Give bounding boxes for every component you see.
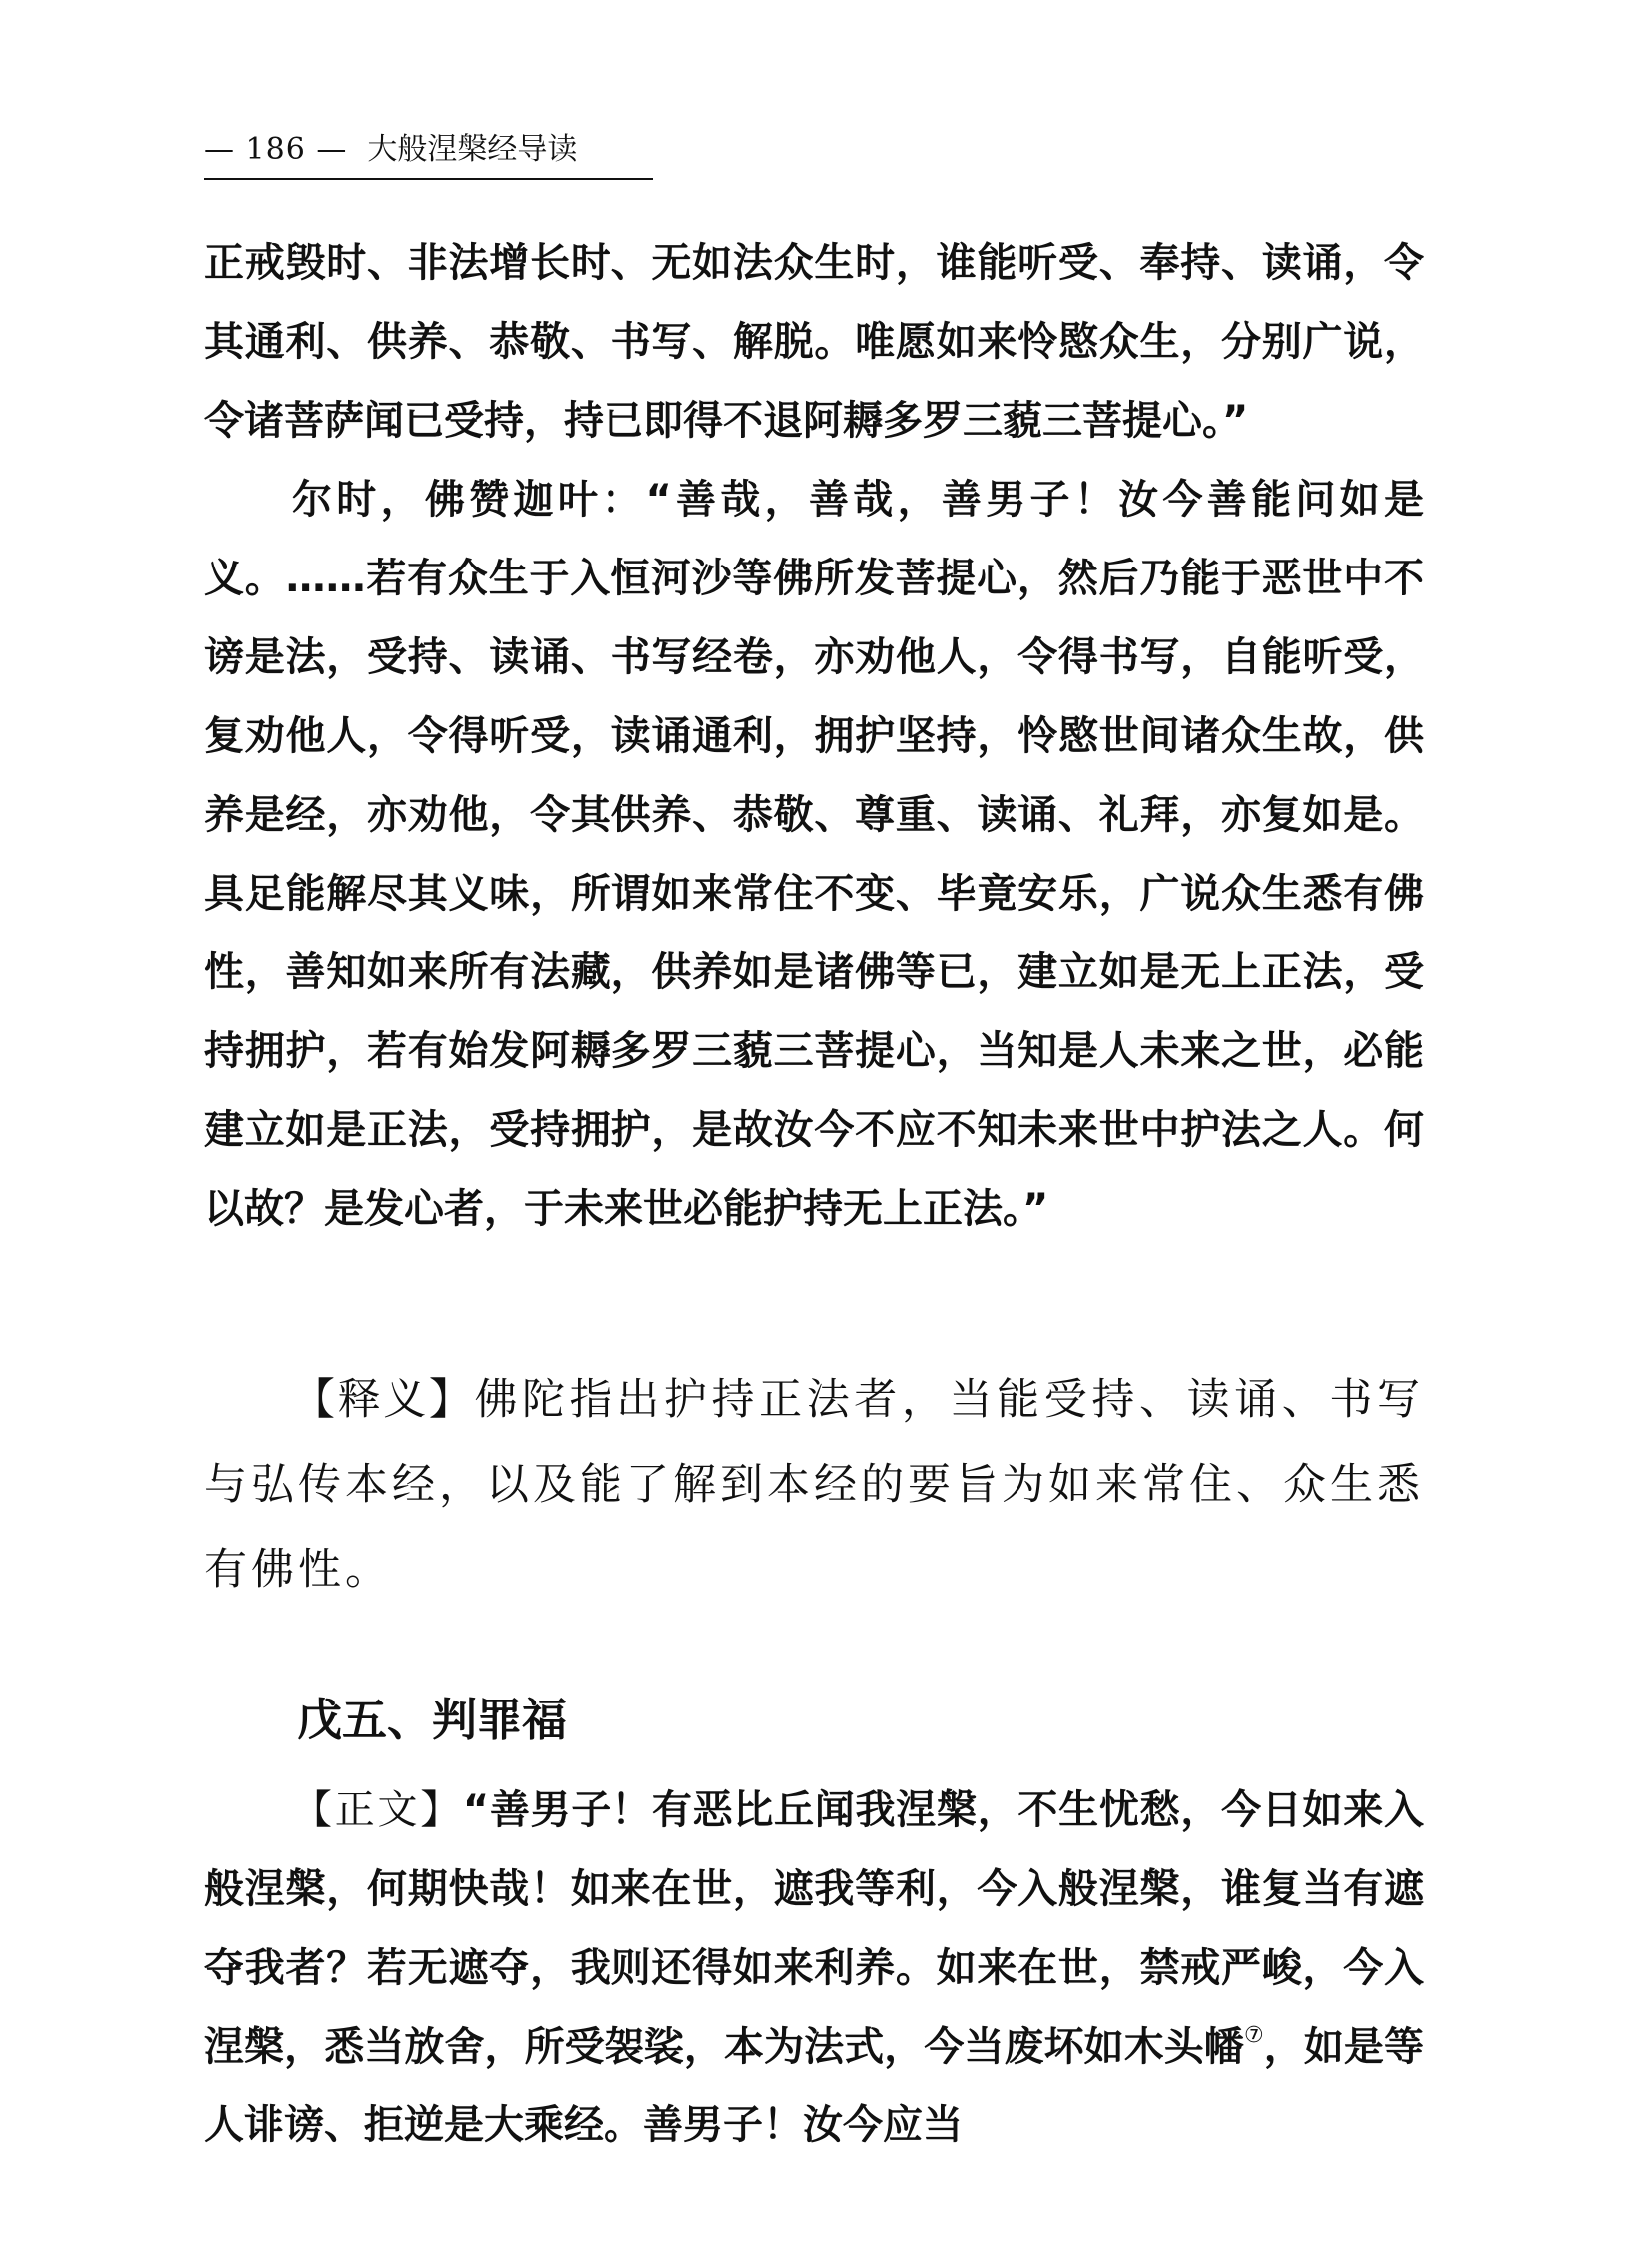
zhengwen-label: 【正文】 — [292, 1787, 463, 1833]
footnote-marker: ⑦ — [1243, 2023, 1264, 2048]
shiyi-block — [204, 1358, 1424, 1613]
zhengwen-paragraph — [204, 1771, 1424, 2165]
paragraph-buddha-praises: 尔时，佛赞迦叶：“善哉，善哉，善男子！汝今善能问如是义。……若有众生于入恒河沙等佛所发菩提心，然后乃能于恶世中不谤是法，受持、读诵、书写经卷，亦劝他人，令得书写，自能听受，复劝他人，令得听受，读诵通利，拥护坚持，怜愍世间诸众生故，供养是经，亦劝他，令其供养、恭敬、尊重、读诵、礼拜，亦复如是。具足能解尽其义味，所谓如来常住不变、毕竟安乐，广说众生悉有佛性，善知如来所有法藏，供养如是诸佛等已，建立如是无上正法，受持拥护，若有始发阿耨多罗三藐三菩提心，当知是人未来之世，必能建立如是正法，受持拥护，是故汝今不应不知未来世中护法之人。何以故？是发心者，于未来世必能护持无上正法。” — [204, 477, 1424, 1232]
shiyi-paragraph — [204, 1358, 1424, 1613]
main-text-block-1 — [204, 224, 1424, 1249]
section-heading: 戊五、判罪福 — [297, 1694, 568, 1746]
zhengwen-block — [204, 1771, 1424, 2165]
shiyi-text: 佛陀指出护持正法者，当能受持、读诵、书写与弘传本经，以及能了解到本经的要旨为如来常住、众生悉有佛性。 — [204, 1375, 1424, 1595]
zhengwen-text-a: “善男子！有恶比丘闻我涅槃，不生忧愁，今日如来入般涅槃，何期快哉！如来在世，遮我等利，今入般涅槃，谁复当有遮夺我者？若无遮夺，我则还得如来利养。如来在世，禁戒严峻，今入涅槃，悉当放舍，所受袈裟，本为法式，今当废坏如木头幡 — [204, 1787, 1424, 2070]
book-title: 大般涅槃经导读 — [367, 132, 578, 167]
running-header — [204, 128, 653, 180]
zhengwen-text-b: ，如是等人诽谤、拒逆是大乘经。善男子！汝今应当 — [204, 2024, 1424, 2148]
paragraph-continued: 正戒毁时、非法增长时、无如法众生时，谁能听受、奉持、读诵，令其通利、供养、恭敬、书写、解脱。唯愿如来怜愍众生，分别广说，令诸菩萨闻已受持，持已即得不退阿耨多罗三藐三菩提心。” — [204, 240, 1424, 444]
page-number: — 186 — — [204, 132, 348, 167]
shiyi-label: 【释义】 — [292, 1375, 475, 1425]
